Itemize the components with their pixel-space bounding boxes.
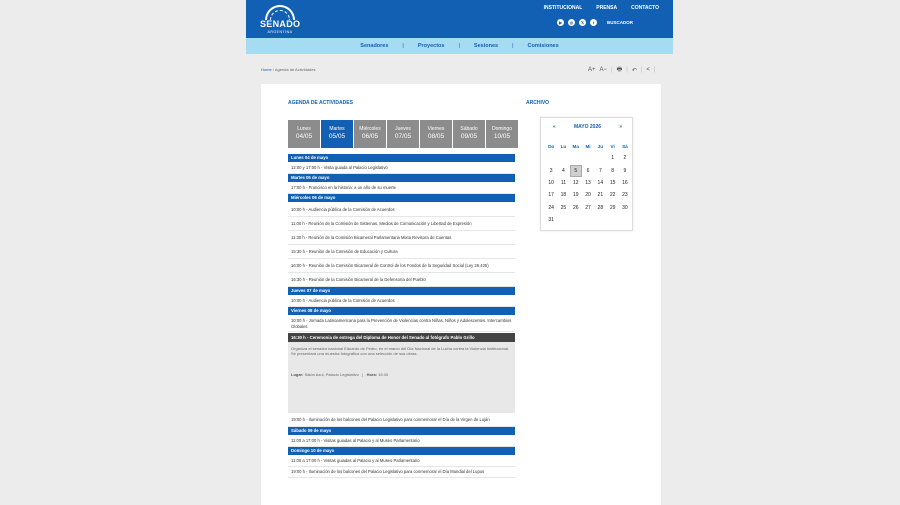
day-heading: Sábado 09 de mayo [288, 427, 515, 435]
page-tools [588, 65, 656, 75]
event-item[interactable]: 19:00 h - Iluminación de los balcones del Palacio Legislativo para conmemorar el Día de la Virgen de Luján [288, 413, 515, 427]
day-name: Jueves [395, 126, 411, 132]
font-increase-button[interactable]: A+ [588, 67, 596, 73]
day-heading: Domingo 10 de mayo [288, 447, 515, 455]
calendar-weekday: Vi [610, 143, 615, 149]
calendar-day[interactable]: 29 [609, 204, 616, 211]
nav-separator: | [458, 43, 460, 49]
top-links [544, 5, 659, 11]
link-institucional[interactable]: INSTITUCIONAL [543, 5, 583, 11]
event-item[interactable]: 11:00 h - Reunión de la Comisión de Sistemas, Medios de Comunicación y Libertad de Expresión [288, 217, 515, 231]
back-icon[interactable]: ↶ [631, 67, 637, 74]
archive-calendar [540, 117, 633, 231]
calendar-day[interactable]: 3 [549, 167, 553, 174]
day-tab-jueves[interactable] [387, 120, 419, 148]
day-tab-viernes[interactable] [420, 120, 452, 148]
site-header [246, 0, 673, 38]
day-tab-miercoles[interactable] [354, 120, 386, 148]
breadcrumb-current: Agenda de Actividades [274, 67, 316, 72]
print-icon[interactable]: 🖶 [616, 67, 623, 73]
event-item[interactable]: 11:00 a 17:00 h - Visitas guiadas al Palacio y al Museo Parlamentario [288, 456, 515, 467]
calendar-day[interactable]: 18 [560, 192, 567, 199]
calendar-blank [594, 152, 606, 164]
event-item[interactable]: 12:00 y 17:00 h - Visita guiada al Palacio Legislativo [288, 163, 515, 174]
next-month-button[interactable]: » [619, 124, 622, 130]
calendar-blank [582, 152, 594, 164]
calendar-day[interactable]: 27 [585, 204, 591, 211]
calendar-blank [545, 152, 557, 164]
featured-event-body [288, 342, 515, 413]
day-date: 06/05 [361, 133, 379, 140]
featured-event-title: 16:30 h - Ceremonia de entrega del Diploma de Honor del Senado al fotógrafo Pablo Grillo [288, 333, 515, 342]
event-item[interactable]: 17:00 h - Francisco en la historia: a un año de su muerte [288, 183, 515, 194]
calendar-day[interactable]: 6 [586, 167, 590, 174]
share-icon[interactable]: < [646, 67, 650, 73]
day-name: Sábado [460, 126, 478, 132]
calendar-weekday: Ma [572, 143, 579, 149]
tools-separator: | [611, 67, 613, 73]
event-item[interactable]: 11:00 a 17:00 h - Visitas guiadas al Palacio y al Museo Parlamentario [288, 436, 515, 447]
featured-event-details [291, 372, 388, 377]
tools-separator: | [653, 67, 656, 73]
detail-separator: | [362, 372, 364, 377]
calendar-day[interactable]: 8 [611, 167, 615, 174]
main-content [261, 84, 661, 505]
calendar-day[interactable]: 17 [548, 192, 554, 199]
main-nav [246, 38, 673, 54]
agenda-list [288, 154, 515, 478]
calendar-day[interactable]: 4 [562, 167, 565, 174]
logo-subtitle: ARGENTINA [267, 30, 293, 34]
calendar-grid [545, 140, 631, 226]
day-date: 04/05 [295, 133, 313, 140]
featured-event[interactable] [288, 333, 515, 413]
prev-month-button[interactable]: « [553, 124, 556, 130]
calendar-day[interactable]: 12 [572, 180, 579, 187]
facebook-icon[interactable]: f [590, 19, 597, 26]
event-item[interactable]: 19:00 h - Iluminación de los balcones del Palacio Legislativo para conmemorar el Día Mundial del Lupus [288, 467, 515, 478]
calendar-day[interactable]: 20 [585, 192, 591, 199]
event-item[interactable]: 15:30 h - Reunión de la Comisión de Educación y Cultura [288, 245, 515, 259]
calendar-day[interactable]: 10 [548, 180, 554, 187]
calendar-day[interactable]: 5 [570, 165, 582, 177]
calendar-day[interactable]: 11 [560, 180, 567, 187]
place-label: Lugar: [291, 372, 304, 377]
event-item[interactable]: 16:30 h - Reunión de la Comisión Bicameral de la Defensoría del Pueblo [288, 273, 515, 287]
breadcrumb-home[interactable]: Home [261, 67, 272, 72]
calendar-day[interactable]: 14 [597, 180, 604, 187]
calendar-blank [557, 152, 569, 164]
calendar-day[interactable]: 21 [597, 192, 604, 199]
day-name: Lunes [297, 126, 311, 132]
event-item[interactable]: 10:00 h - Audiencia pública de la Comisión de Acuerdos [288, 203, 515, 217]
calendar-day[interactable]: 30 [622, 204, 628, 211]
nav-senadores[interactable]: Senadores [360, 43, 389, 49]
nav-separator: | [402, 43, 404, 49]
tools-separator: | [626, 67, 628, 73]
calendar-weekday: Sá [622, 143, 628, 149]
calendar-day[interactable]: 31 [548, 216, 554, 223]
link-prensa[interactable]: PRENSA [596, 5, 618, 11]
calendar-weekday: Do [548, 143, 555, 149]
nav-sesiones[interactable]: Sesiones [473, 43, 499, 49]
day-tab-lunes[interactable] [288, 120, 320, 148]
day-heading: Viernes 08 de mayo [288, 307, 515, 315]
nav-separator: | [512, 43, 514, 49]
calendar-weekday: Ju [597, 143, 604, 149]
calendar-day[interactable]: 22 [609, 192, 616, 199]
logo-name: SENADO [260, 19, 301, 29]
day-tab-domingo[interactable] [486, 120, 518, 148]
instagram-icon[interactable]: ◎ [569, 20, 574, 25]
day-name: Domingo [491, 126, 512, 132]
calendar-day[interactable]: 23 [622, 192, 628, 199]
featured-event-description: Organiza el senador nacional Eduardo de Pedro, en el marco del Día Nacional de la Lucha contra la Violencia Institucional. Se presentará una muestra fotográfica con una selección de sus obras. [291, 346, 510, 357]
event-item[interactable]: 10:00 h - Jornada Latinoamericana para la Prevención de Violencias contra Niñas, Niños y Adolescentes. Intercambios Globales [288, 316, 515, 332]
day-tab-martes[interactable] [321, 120, 353, 148]
nav-proyectos[interactable]: Proyectos [417, 43, 445, 49]
calendar-day[interactable]: 16 [622, 180, 628, 187]
nav-comisiones[interactable]: Comisiones [527, 43, 559, 49]
calendar-day[interactable]: 26 [572, 204, 579, 211]
day-date: 07/05 [394, 133, 412, 140]
breadcrumb [261, 67, 316, 72]
calendar-weekday: Lu [560, 143, 567, 149]
day-tab-sabado[interactable] [453, 120, 485, 148]
calendar-day[interactable]: 15 [609, 180, 616, 187]
x-icon[interactable]: 𝕏 [580, 20, 585, 25]
day-date: 05/05 [328, 133, 346, 140]
day-name: Martes [329, 126, 345, 132]
place-value: Salón Azul, Palacio Legislativo [304, 372, 359, 377]
event-item[interactable]: 16:00 h - Reunión de la Comisión Bicameral de Control de los Fondos de la Seguridad Social (Ley 26.425) [288, 259, 515, 273]
link-contacto[interactable]: CONTACTO [631, 5, 659, 11]
day-date: 09/05 [460, 133, 478, 140]
calendar-day[interactable]: 1 [611, 155, 615, 162]
calendar-day[interactable]: 25 [560, 204, 567, 211]
time-label: Hora: [366, 372, 378, 377]
agenda-title: AGENDA DE ACTIVIDADES [288, 100, 353, 106]
calendar-month: MAYO 2026 [573, 124, 602, 130]
archive-title: ARCHIVO [526, 100, 550, 106]
youtube-icon[interactable]: ▶ [558, 20, 563, 25]
font-decrease-button[interactable]: A− [599, 67, 608, 73]
event-item[interactable]: 11:30 h - Reunión de la Comisión Bicameral Parlamentaria Mixta Revisora de Cuentas [288, 231, 515, 245]
calendar-blank [570, 152, 582, 164]
calendar-day[interactable]: 2 [623, 155, 627, 162]
day-tabs [288, 120, 518, 148]
day-heading: Martes 05 de mayo [288, 174, 515, 182]
calendar-day[interactable]: 19 [572, 192, 579, 199]
social-links [557, 19, 633, 26]
day-heading: Miércoles 06 de mayo [288, 194, 515, 202]
day-heading: Lunes 04 de mayo [288, 154, 515, 162]
breadcrumb-separator: / [272, 67, 274, 72]
event-item[interactable]: 10:00 h - Audiencia pública de la Comisión de Acuerdos [288, 296, 515, 307]
day-date: 10/05 [493, 133, 511, 140]
tools-separator: | [640, 67, 643, 73]
calendar-day[interactable]: 9 [623, 167, 627, 174]
day-name: Miércoles [359, 126, 381, 132]
day-date: 08/05 [427, 133, 445, 140]
search-link[interactable]: BUSCADOR [607, 20, 634, 25]
calendar-day[interactable]: 28 [597, 204, 604, 211]
calendar-day[interactable]: 24 [548, 204, 554, 211]
calendar-day[interactable]: 13 [585, 180, 591, 187]
time-value: 16:30 [378, 372, 389, 377]
day-heading: Jueves 07 de mayo [288, 287, 515, 295]
senado-logo[interactable] [260, 3, 300, 35]
calendar-header [541, 124, 634, 130]
day-name: Viernes [427, 126, 445, 132]
calendar-day[interactable]: 7 [598, 167, 602, 174]
calendar-weekday: Mi [585, 143, 591, 149]
